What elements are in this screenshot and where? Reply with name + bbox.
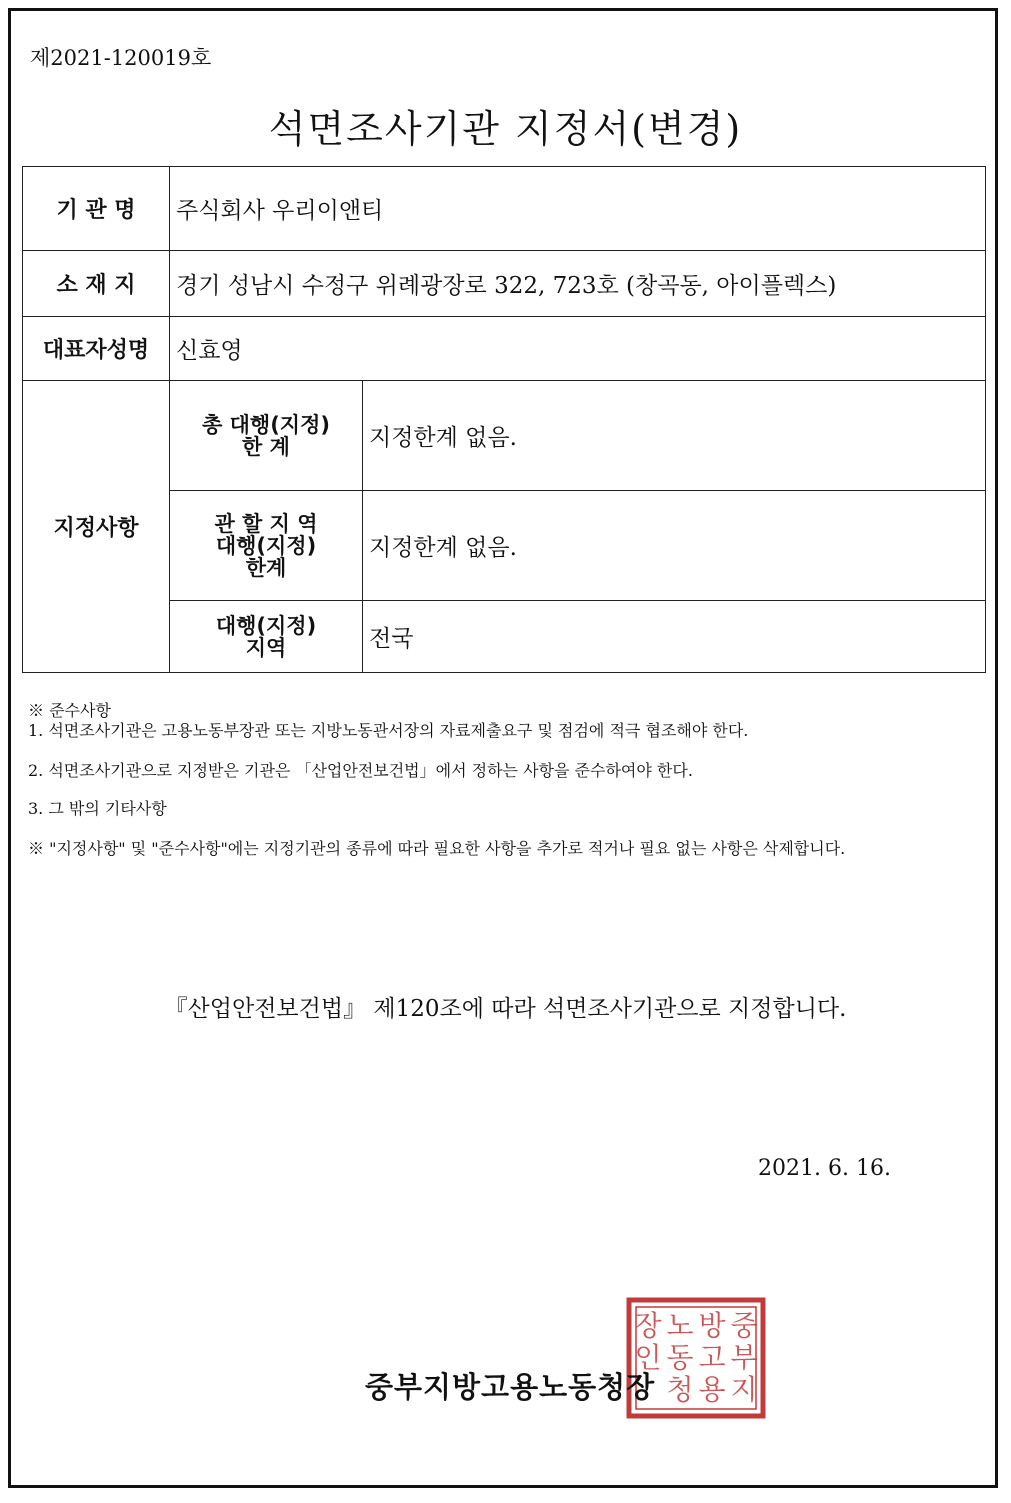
label-line: 총 대행(지정) [202, 412, 330, 437]
note-item: 3. 그 밖의 기타사항 [28, 799, 167, 818]
seal-glyph: 부 [730, 1341, 758, 1374]
notes-heading: ※ 준수사항 [28, 701, 111, 720]
location-label: 소 재 지 [23, 251, 170, 317]
table-row [23, 381, 986, 491]
table-row [23, 317, 986, 381]
label-line: 한계 [245, 555, 287, 580]
note-item: 1. 석면조사기관은 고용노동부장관 또는 지방노동관서장의 자료제출요구 및 점검에 적극 협조해야 한다. [28, 721, 749, 740]
seal-glyph: 중 [730, 1309, 758, 1342]
label-line: 관 할 지 역 [214, 511, 318, 536]
label-line: 한 계 [242, 434, 290, 459]
footnote: ※ "지정사항" 및 "준수사항"에는 지정기관의 종류에 따라 필요한 사항을 추가로 적거나 필요 없는 사항은 삭제합니다. [28, 839, 846, 858]
seal-glyph: 용 [698, 1373, 726, 1406]
region-label [170, 601, 363, 673]
designation-table [22, 166, 986, 673]
regional-limit-label [170, 491, 363, 601]
issue-date: 2021. 6. 16. [758, 1156, 891, 1181]
seal-glyph: 인 [634, 1341, 662, 1374]
issuing-authority: 중부지방고용노동청장 [365, 1370, 656, 1404]
label-line: 대행(지정) [215, 533, 317, 558]
document-title: 석면조사기관 지정서(변경) [268, 107, 743, 151]
region-value: 전국 [363, 601, 986, 673]
org-name-value: 주식회사 우리이앤티 [170, 167, 986, 251]
regional-limit-value: 지정한계 없음. [363, 491, 986, 601]
org-name-label: 기 관 명 [23, 167, 170, 251]
seal-glyph: 방 [698, 1309, 726, 1342]
location-value: 경기 성남시 수정구 위례광장로 322, 723호 (창곡동, 아이플렉스) [170, 251, 986, 317]
seal-glyph: 청 [666, 1373, 694, 1406]
table-row [23, 167, 986, 251]
total-limit-label [170, 381, 363, 491]
label-line: 지역 [245, 635, 287, 660]
seal-glyph: 장 [634, 1309, 662, 1342]
seal-glyph: 고 [698, 1341, 726, 1374]
designation-label: 지정사항 [23, 381, 170, 673]
note-item: 2. 석면조사기관으로 지정받은 기관은 「산업안전보건법」에서 정하는 사항을 준수하여야 한다. [28, 761, 693, 780]
representative-value: 신효영 [170, 317, 986, 381]
table-row [23, 251, 986, 317]
label-line: 대행(지정) [215, 613, 317, 638]
seal-glyph: 동 [666, 1341, 694, 1374]
total-limit-value: 지정한계 없음. [363, 381, 986, 491]
document-number: 제2021-120019호 [30, 46, 212, 70]
representative-label: 대표자성명 [23, 317, 170, 381]
seal-glyph: 노 [666, 1309, 694, 1342]
seal-glyph: 지 [730, 1373, 758, 1406]
legal-basis: 『산업안전보건법』 제120조에 따라 석면조사기관으로 지정합니다. [164, 996, 847, 1022]
